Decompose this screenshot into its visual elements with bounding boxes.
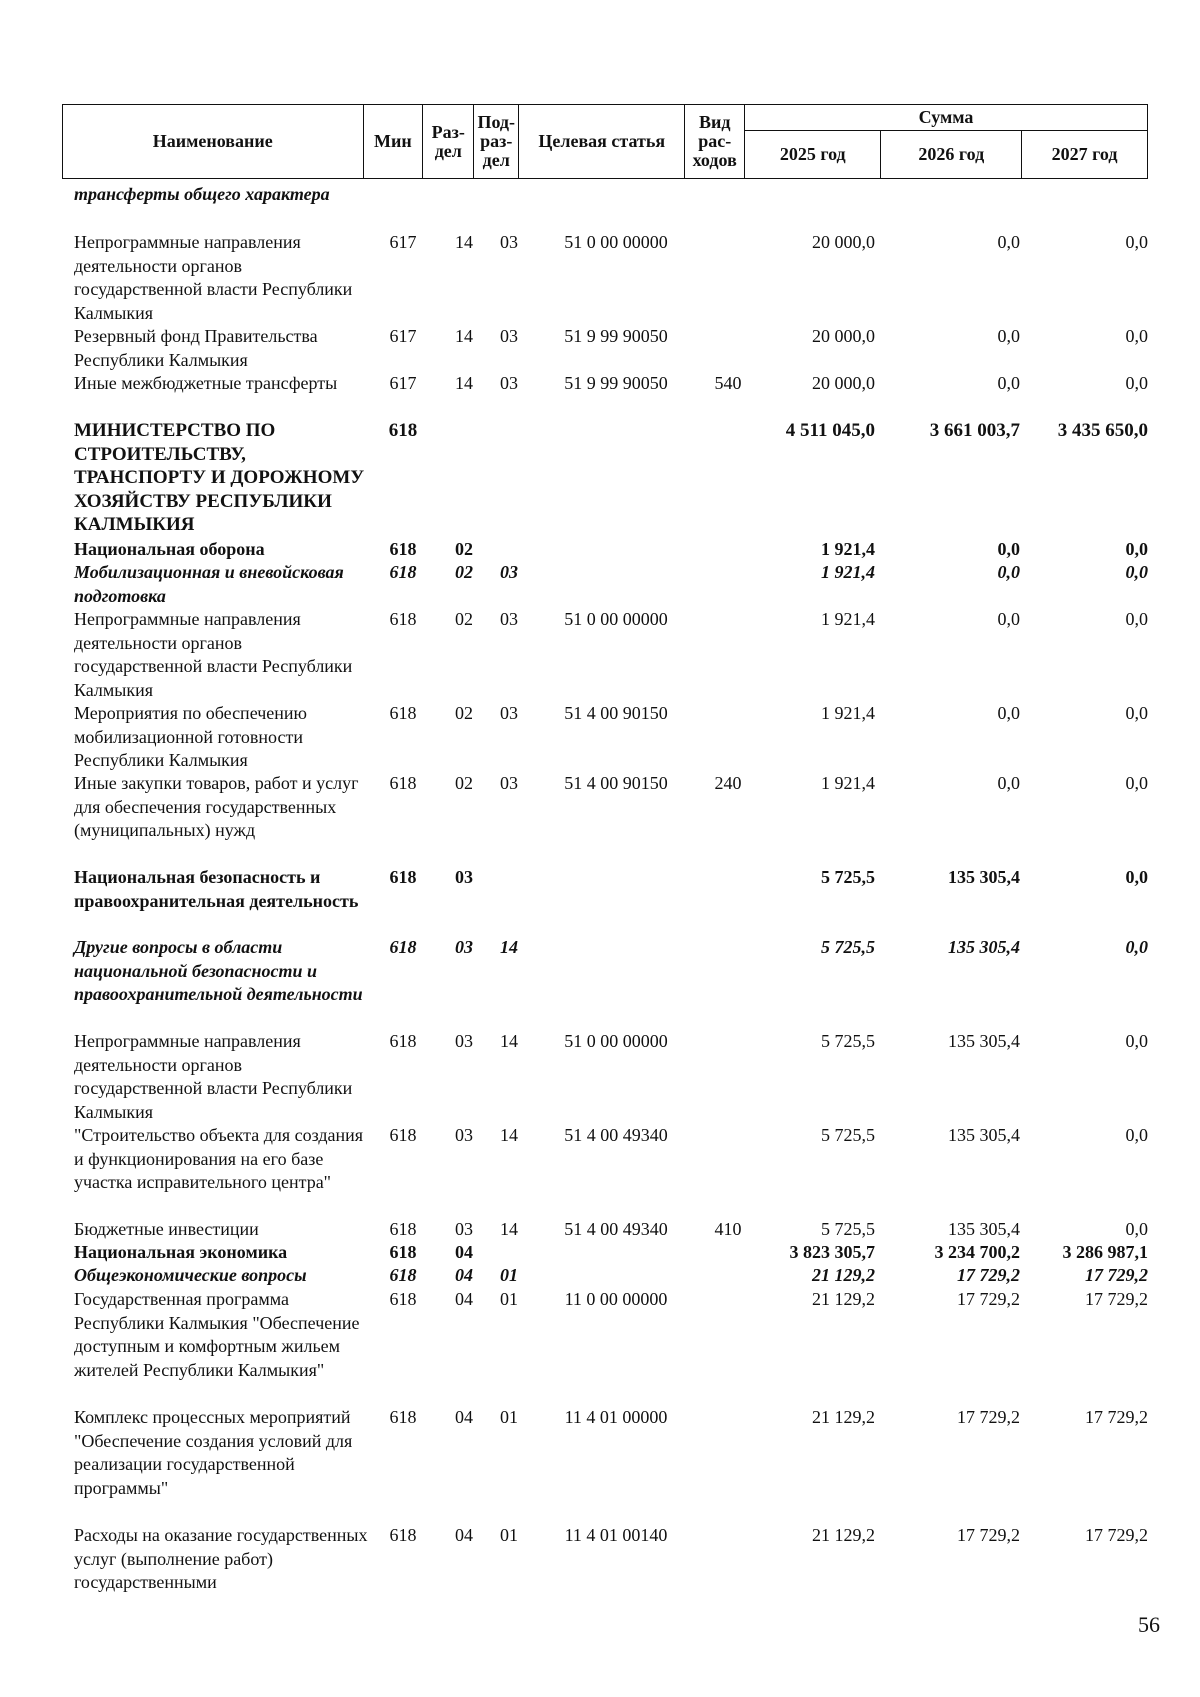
row-sum-2025: 1 921,4 [821, 703, 875, 723]
page-number: 56 [1138, 1612, 1160, 1637]
row-celevaya: 51 0 00 00000 [564, 232, 668, 252]
row-name: Расходы на оказание государственных услуг (выполнение работ) государственными [74, 1525, 368, 1592]
row-name: Государственная программа Республики Калмыкия "Обеспечение доступным и комфортным жильем жителей Республики Калмыкия" [74, 1289, 360, 1380]
row-sum-2025: 20 000,0 [812, 373, 875, 393]
row-celevaya: 11 4 01 00000 [564, 1407, 668, 1427]
row-sum-2026: 3 234 700,2 [934, 1242, 1020, 1262]
row-podrazdel: 01 [500, 1289, 518, 1309]
row-sum-2026: 0,0 [997, 703, 1020, 723]
row-sum-2025: 1 921,4 [821, 539, 875, 559]
row-min: 617 [389, 373, 417, 393]
row-sum-2027: 0,0 [1125, 773, 1148, 793]
row-podrazdel: 14 [500, 1219, 518, 1239]
row-sum-2026: 135 305,4 [948, 867, 1020, 887]
row-podrazdel: 14 [500, 1031, 518, 1051]
row-name: Мобилизационная и вневойсковая подготовка [74, 562, 344, 606]
row-min: 618 [389, 1125, 417, 1145]
row-min: 618 [389, 937, 417, 957]
row-min: 618 [388, 420, 418, 441]
row-celevaya: 51 0 00 00000 [564, 609, 668, 629]
row-sum-2027: 3 435 650,0 [1057, 420, 1148, 441]
row-name: Иные закупки товаров, работ и услуг для обеспечения государственных (муниципальных) нужд [74, 773, 359, 840]
row-podrazdel: 03 [500, 773, 518, 793]
row-sum-2027: 0,0 [1125, 232, 1148, 252]
row-razdel: 04 [455, 1407, 473, 1427]
header-celevaya: Целевая статья [519, 105, 685, 179]
row-name: Непрограммные направления деятельности органов государственной власти Республики Калмыкия [74, 232, 353, 323]
header-2026: 2026 год [881, 131, 1022, 179]
row-podrazdel: 14 [500, 1125, 518, 1145]
row-razdel: 14 [455, 232, 473, 252]
row-sum-2026: 17 729,2 [957, 1407, 1020, 1427]
row-name: "Строительство объекта для создания и функционирования на его базе участка исправительного центра" [74, 1125, 364, 1192]
row-name: Общеэкономические вопросы [74, 1265, 307, 1285]
row-podrazdel: 03 [500, 562, 518, 582]
row-razdel: 02 [455, 773, 473, 793]
row-name: Национальная экономика [74, 1242, 288, 1262]
row-sum-2027: 0,0 [1125, 937, 1148, 957]
row-celevaya: 51 4 00 90150 [564, 773, 668, 793]
row-vid: 540 [714, 373, 742, 393]
row-sum-2025: 21 129,2 [812, 1407, 875, 1427]
header-vid: Вид рас-ходов [685, 105, 745, 179]
row-sum-2027: 0,0 [1125, 1031, 1148, 1051]
row-sum-2026: 135 305,4 [948, 1031, 1020, 1051]
row-sum-2027: 0,0 [1125, 703, 1148, 723]
row-celevaya: 51 4 00 49340 [564, 1125, 668, 1145]
row-min: 618 [389, 1031, 417, 1051]
row-razdel: 04 [455, 1265, 473, 1285]
row-podrazdel: 01 [500, 1525, 518, 1545]
row-name: трансферты общего характера [74, 184, 330, 204]
row-podrazdel: 03 [500, 232, 518, 252]
row-sum-2026: 3 661 003,7 [929, 420, 1020, 441]
row-razdel: 03 [455, 1031, 473, 1051]
row-name: Мероприятия по обеспечению мобилизационной готовности Республики Калмыкия [74, 703, 307, 770]
row-sum-2027: 0,0 [1125, 326, 1148, 346]
row-sum-2027: 0,0 [1125, 373, 1148, 393]
row-sum-2027: 0,0 [1125, 1125, 1148, 1145]
row-name: Непрограммные направления деятельности органов государственной власти Республики Калмыкия [74, 609, 353, 700]
row-razdel: 14 [455, 326, 473, 346]
row-name: МИНИСТЕРСТВО ПО СТРОИТЕЛЬСТВУ, ТРАНСПОРТУ И ДОРОЖНОМУ ХОЗЯЙСТВУ РЕСПУБЛИКИ КАЛМЫКИЯ [74, 420, 365, 535]
row-podrazdel: 01 [500, 1265, 518, 1285]
row-podrazdel: 03 [500, 609, 518, 629]
header-podrazdel: Под-раз-дел [474, 105, 519, 179]
row-sum-2025: 5 725,5 [821, 1031, 875, 1051]
row-sum-2026: 0,0 [997, 539, 1020, 559]
row-sum-2027: 17 729,2 [1085, 1265, 1148, 1285]
row-razdel: 04 [455, 1242, 473, 1262]
row-podrazdel: 01 [500, 1407, 518, 1427]
row-sum-2025: 5 725,5 [821, 1125, 875, 1145]
row-sum-2027: 0,0 [1125, 609, 1148, 629]
row-sum-2025: 21 129,2 [812, 1265, 875, 1285]
row-sum-2026: 17 729,2 [957, 1265, 1020, 1285]
row-sum-2027: 0,0 [1125, 562, 1148, 582]
row-celevaya: 11 0 00 00000 [564, 1289, 668, 1309]
row-name: Комплекс процессных мероприятий "Обеспечение создания условий для реализации государственной программы" [74, 1407, 353, 1498]
header-razdel: Раз-дел [423, 105, 474, 179]
row-min: 618 [389, 867, 417, 887]
row-sum-2025: 5 725,5 [821, 937, 875, 957]
row-name: Национальная оборона [74, 539, 265, 559]
row-sum-2025: 21 129,2 [812, 1289, 875, 1309]
row-name: Непрограммные направления деятельности органов государственной власти Республики Калмыкия [74, 1031, 353, 1122]
row-razdel: 04 [455, 1289, 473, 1309]
row-razdel: 02 [455, 562, 473, 582]
row-min: 618 [389, 539, 417, 559]
header-summa: Сумма [745, 105, 1148, 131]
row-razdel: 04 [455, 1525, 473, 1545]
row-celevaya: 51 0 00 00000 [564, 1031, 668, 1051]
row-razdel: 02 [455, 539, 473, 559]
row-sum-2026: 135 305,4 [948, 1125, 1020, 1145]
row-min: 618 [389, 1219, 417, 1239]
row-min: 618 [389, 609, 417, 629]
header-2027: 2027 год [1022, 131, 1148, 179]
row-name: Резервный фонд Правительства Республики Калмыкия [74, 326, 318, 370]
row-min: 617 [389, 326, 417, 346]
row-sum-2026: 135 305,4 [948, 1219, 1020, 1239]
row-name: Бюджетные инвестиции [74, 1219, 259, 1239]
row-min: 618 [389, 562, 417, 582]
header-min: Мин [363, 105, 423, 179]
row-sum-2025: 20 000,0 [812, 326, 875, 346]
row-min: 618 [389, 1407, 417, 1427]
row-sum-2026: 17 729,2 [957, 1525, 1020, 1545]
row-sum-2025: 5 725,5 [821, 1219, 875, 1239]
row-sum-2027: 17 729,2 [1085, 1289, 1148, 1309]
row-sum-2027: 3 286 987,1 [1062, 1242, 1148, 1262]
row-sum-2027: 17 729,2 [1085, 1525, 1148, 1545]
row-sum-2025: 4 511 045,0 [785, 420, 875, 441]
row-min: 618 [389, 1525, 417, 1545]
row-celevaya: 51 9 99 90050 [564, 373, 668, 393]
row-min: 617 [389, 232, 417, 252]
row-celevaya: 11 4 01 00140 [564, 1525, 668, 1545]
row-sum-2027: 0,0 [1125, 1219, 1148, 1239]
row-sum-2025: 20 000,0 [812, 232, 875, 252]
row-sum-2026: 0,0 [997, 326, 1020, 346]
row-sum-2025: 3 823 305,7 [789, 1242, 875, 1262]
row-razdel: 03 [455, 867, 473, 887]
row-sum-2025: 1 921,4 [821, 562, 875, 582]
row-podrazdel: 03 [500, 703, 518, 723]
table-header [62, 104, 1148, 179]
row-razdel: 03 [455, 937, 473, 957]
row-sum-2026: 0,0 [997, 609, 1020, 629]
row-razdel: 03 [455, 1219, 473, 1239]
row-sum-2025: 1 921,4 [821, 609, 875, 629]
row-sum-2027: 17 729,2 [1085, 1407, 1148, 1427]
row-sum-2025: 1 921,4 [821, 773, 875, 793]
row-min: 618 [389, 1242, 417, 1262]
row-podrazdel: 03 [500, 373, 518, 393]
row-sum-2026: 0,0 [997, 232, 1020, 252]
row-celevaya: 51 4 00 49340 [564, 1219, 668, 1239]
row-sum-2027: 0,0 [1125, 867, 1148, 887]
row-celevaya: 51 4 00 90150 [564, 703, 668, 723]
row-celevaya: 51 9 99 90050 [564, 326, 668, 346]
header-2025: 2025 год [745, 131, 881, 179]
row-min: 618 [389, 1265, 417, 1285]
row-name: Иные межбюджетные трансферты [74, 373, 338, 393]
row-razdel: 02 [455, 609, 473, 629]
row-min: 618 [389, 773, 417, 793]
row-podrazdel: 14 [500, 937, 518, 957]
row-sum-2026: 0,0 [997, 562, 1020, 582]
row-sum-2027: 0,0 [1125, 539, 1148, 559]
row-podrazdel: 03 [500, 326, 518, 346]
row-razdel: 02 [455, 703, 473, 723]
row-name: Национальная безопасность и правоохранительная деятельность [74, 867, 359, 911]
row-razdel: 03 [455, 1125, 473, 1145]
row-vid: 240 [714, 773, 742, 793]
row-sum-2026: 17 729,2 [957, 1289, 1020, 1309]
header-name: Наименование [63, 105, 364, 179]
row-sum-2026: 0,0 [997, 773, 1020, 793]
row-vid: 410 [714, 1219, 742, 1239]
row-sum-2025: 21 129,2 [812, 1525, 875, 1545]
row-min: 618 [389, 703, 417, 723]
row-razdel: 14 [455, 373, 473, 393]
row-name: Другие вопросы в области национальной безопасности и правоохранительной деятельности [74, 937, 363, 1004]
row-min: 618 [389, 1289, 417, 1309]
row-sum-2026: 0,0 [997, 373, 1020, 393]
row-sum-2025: 5 725,5 [821, 867, 875, 887]
row-sum-2026: 135 305,4 [948, 937, 1020, 957]
